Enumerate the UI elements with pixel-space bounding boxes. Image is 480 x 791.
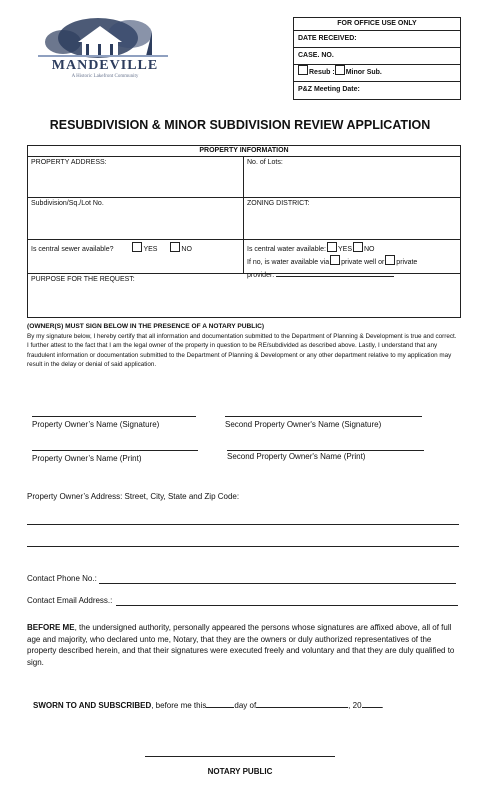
office-use-box (293, 17, 461, 100)
contact-email-label: Contact Email Address.: (27, 596, 113, 605)
resub-minor-row: Resub : Minor Sub. (294, 64, 460, 81)
purpose-field[interactable]: PURPOSE FOR THE REQUEST: (31, 276, 135, 283)
private-well-checkbox[interactable] (330, 255, 340, 265)
office-use-header: FOR OFFICE USE ONLY (337, 20, 417, 27)
owner-print-label: Property Owner’s Name (Print) (32, 454, 142, 463)
sworn-month-input[interactable] (256, 699, 348, 708)
owner-address-label: Property Owner’s Address: Street, City, State and Zip Code: (27, 492, 240, 501)
owner-print-line[interactable] (32, 450, 198, 451)
sewer-question: Is central sewer available? YES NO (28, 240, 243, 273)
second-owner-print-label: Second Property Owner's Name (Print) (227, 452, 366, 461)
no-of-lots-field[interactable]: No. of Lots: (247, 159, 283, 166)
contact-phone-input[interactable] (99, 583, 456, 584)
resub-checkbox[interactable] (298, 65, 308, 75)
certification-text: By my signature below, I hereby certify that all information and documentation submitted to the Department of Planning & Development is true and correct. I further attest to the fact that I am the legal owner of the property in question to be RE/subdivided as described above. Lastly, I understand that any fraudulent information or documentation submitted to the Department of Planning & Development or any other department relative to my application may result in the delay or denial of said application. (27, 332, 457, 368)
property-info-header: PROPERTY INFORMATION (28, 146, 460, 157)
case-no-field[interactable]: CASE. NO. (294, 47, 460, 64)
sworn-statement: SWORN TO AND SUBSCRIBED, before me this day of , 20 . (33, 701, 384, 710)
water-yes-checkbox[interactable] (327, 242, 337, 252)
notary-signature-line[interactable] (145, 756, 335, 757)
contact-email-input[interactable] (116, 605, 458, 606)
subdivision-field[interactable]: Subdivision/Sq./Lot No. (31, 200, 104, 207)
notary-public-label: NOTARY PUBLIC (207, 767, 273, 776)
address-line-2[interactable] (27, 546, 459, 547)
before-me-paragraph: BEFORE ME, the undersigned authority, personally appeared the persons whose signatures are affixed above, all of full age and majority, who declared unto me, Notary, that they are the owners or duly authorized representatives of the property described herein, and that their signatures were executed freely and voluntary and that they are duly qualified to sign. (27, 623, 455, 667)
owner-signature-label: Property Owner’s Name (Signature) (32, 420, 160, 429)
sewer-yes-checkbox[interactable] (132, 242, 142, 252)
brand-name: MANDEVILLE (51, 58, 159, 73)
pz-meeting-date-field[interactable]: P&Z Meeting Date: (294, 81, 460, 99)
notary-heading: (OWNER(S) MUST SIGN BELOW IN THE PRESENCE OF A NOTARY PUBLIC) (27, 323, 265, 330)
second-owner-print-line[interactable] (227, 450, 424, 451)
property-information-table (27, 145, 461, 318)
contact-phone-label: Contact Phone No.: (27, 574, 97, 583)
private-provider-checkbox[interactable] (385, 255, 395, 265)
brand-tagline: A Historic Lakefront Community (71, 74, 139, 79)
certification-notice (27, 322, 459, 370)
sworn-year-input[interactable] (362, 699, 382, 708)
property-address-field[interactable]: PROPERTY ADDRESS: (31, 159, 107, 166)
water-question: Is central water available: YES NO If no, is water available via private well or private provider: (244, 240, 460, 273)
sworn-day-input[interactable] (206, 699, 234, 708)
address-line-1[interactable] (27, 524, 459, 525)
second-owner-signature-label: Second Property Owner's Name (Signature) (225, 420, 382, 429)
minor-sub-checkbox[interactable] (335, 65, 345, 75)
zoning-district-field[interactable]: ZONING DISTRICT: (247, 200, 310, 207)
owner-signature-line[interactable] (32, 416, 196, 417)
page-title: RESUBDIVISION & MINOR SUBDIVISION REVIEW APPLICATION (49, 118, 431, 132)
sewer-no-checkbox[interactable] (170, 242, 180, 252)
date-received-field[interactable]: DATE RECEIVED: (294, 30, 460, 47)
water-no-checkbox[interactable] (353, 242, 363, 252)
second-owner-signature-line[interactable] (225, 416, 422, 417)
